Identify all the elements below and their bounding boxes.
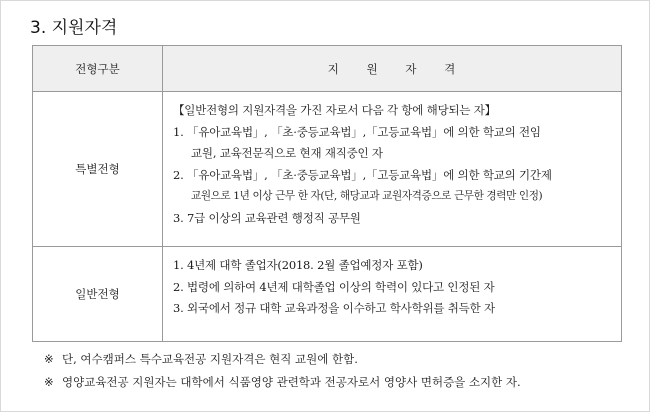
special-item-1: 1. 「유아교육법」, 「초·중등교육법」,「고등교육법」에 의한 학교의 전임 (173, 124, 541, 139)
special-item-2: 2. 「유아교육법」, 「초·중등교육법」,「고등교육법」에 의한 학교의 기간제 (173, 167, 552, 182)
note-mark: ※ (44, 352, 54, 366)
note-item (44, 371, 521, 394)
special-item-1-cont: 교원, 교육전문직으로 현재 재직중인 자 (191, 146, 383, 161)
table-row-special (33, 92, 622, 247)
header-eligibility: 지 원 자 격 (163, 46, 622, 92)
general-item-3: 3. 외국에서 정규 대학 교육과정을 이수하고 학사학위를 취득한 자 (173, 301, 495, 316)
row-content-special (163, 92, 622, 247)
special-intro-line: 【일반전형의 지원자격을 가진 자로서 다음 각 항에 해당되는 자】 (173, 103, 496, 117)
general-item-1: 1. 4년제 대학 졸업자(2018. 2월 졸업예정자 포함) (173, 258, 423, 272)
note-mark: ※ (44, 375, 54, 389)
row-label-general: 일반전형 (33, 247, 163, 342)
note-text: 단, 여수캠퍼스 특수교육전공 지원자격은 현직 교원에 한함. (62, 352, 358, 366)
note-text: 영양교육전공 지원자는 대학에서 식품영양 관련학과 전공자로서 영양사 면허증을 소지한 자. (62, 375, 521, 389)
eligibility-table (32, 45, 622, 342)
notes (44, 348, 521, 394)
table-header-row (33, 46, 622, 92)
general-item-2: 2. 법령에 의하여 4년제 대학졸업 이상의 학력이 있다고 인정된 자 (173, 279, 495, 294)
row-content-general (163, 247, 622, 342)
special-item-3: 3. 7급 이상의 교육관련 행정직 공무원 (173, 210, 361, 225)
row-label-special: 특별전형 (33, 92, 163, 247)
section-title: 3. 지원자격 (30, 18, 118, 38)
header-category: 전형구분 (33, 46, 163, 92)
special-item-2-cont: 교원으로 1년 이상 근무 한 자(단, 해당교과 교원자격증으로 근무한 경력만 인정) (191, 190, 543, 203)
note-item (44, 348, 521, 371)
table-row-general (33, 247, 622, 342)
